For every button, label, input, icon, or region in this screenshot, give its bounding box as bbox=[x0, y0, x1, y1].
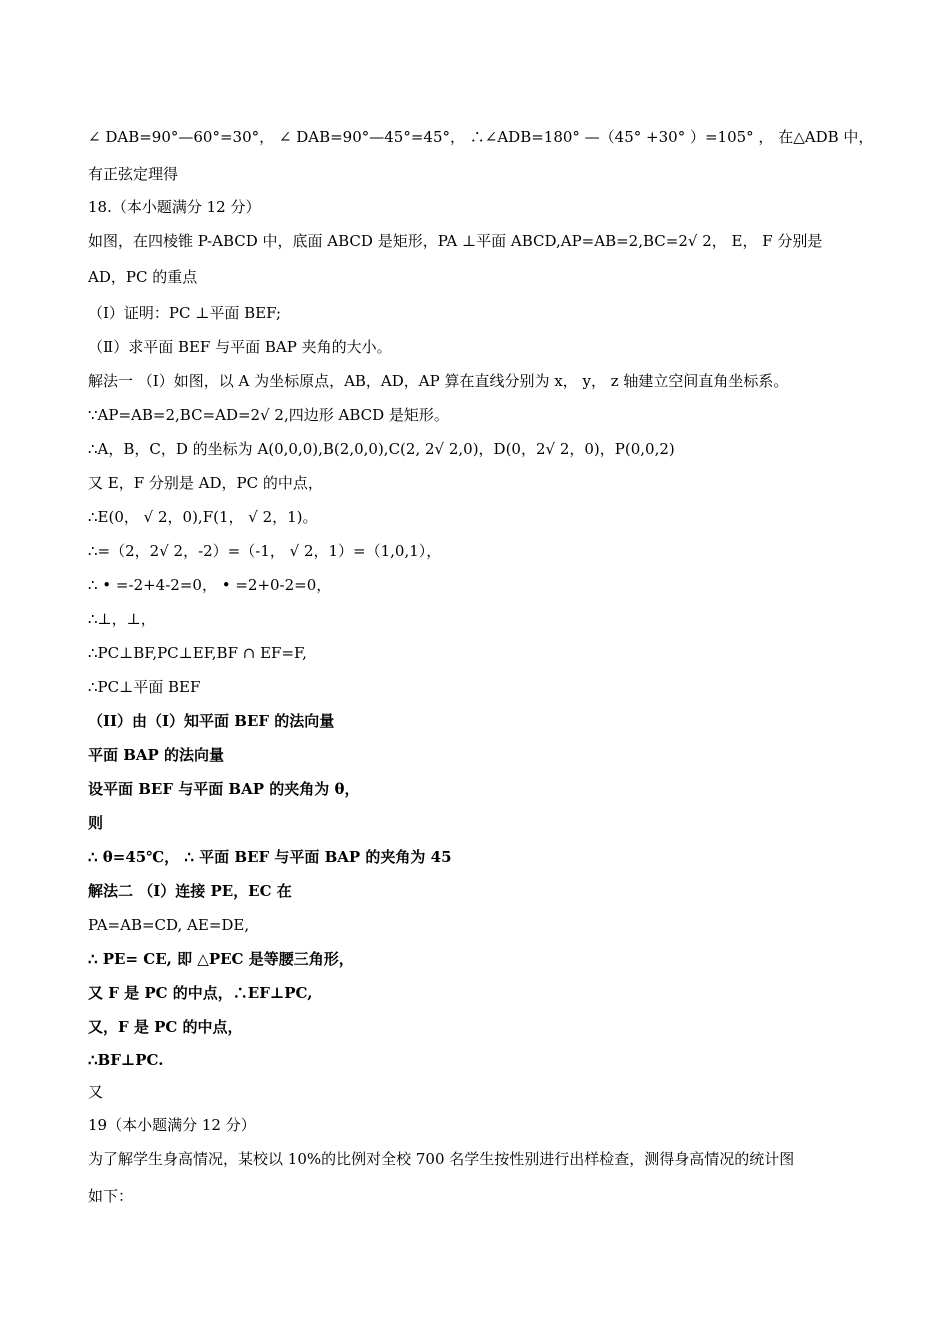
text-line: ∴E(0， √ 2，0),F(1， √ 2，1)。 bbox=[88, 508, 318, 526]
text-line: ∴ θ=45℃， ∴ 平面 BEF 与平面 BAP 的夹角为 45 bbox=[88, 848, 452, 866]
text-line: 又 F 是 PC 的中点，∴EF⊥PC, bbox=[88, 984, 313, 1002]
text-line: （Ⅰ）证明：PC ⊥平面 BEF; bbox=[88, 304, 282, 322]
text-line: ∴PC⊥BF,PC⊥EF,BF ∩ EF=F, bbox=[88, 644, 307, 662]
problem-18-heading: 18.（本小题满分 12 分） bbox=[88, 198, 261, 216]
text-line: ∴BF⊥PC. bbox=[88, 1051, 164, 1069]
text-line: ∴PC⊥平面 BEF bbox=[88, 678, 201, 696]
text-line: AD，PC 的重点 bbox=[88, 268, 198, 286]
text-line: 又，F 是 PC 的中点， bbox=[88, 1018, 243, 1036]
text-line: （Ⅱ）求平面 BEF 与平面 BAP 夹角的大小。 bbox=[88, 338, 392, 356]
text-line: 则 bbox=[88, 814, 104, 832]
text-line: 如下： bbox=[88, 1187, 134, 1205]
text-line: ∴A，B，C，D 的坐标为 A(0,0,0),B(2,0,0),C(2, 2√ 2,0)，D(0，2√ 2，0)，P(0,0,2) bbox=[88, 440, 675, 458]
text-line: ∴ PE= CE, 即 △PEC 是等腰三角形， bbox=[88, 950, 354, 968]
text-line: 设平面 BEF 与平面 BAP 的夹角为 θ， bbox=[88, 780, 360, 798]
text-line: ∴=（2，2√ 2，-2）=（-1， √ 2，1）=（1,0,1）， bbox=[88, 542, 442, 560]
text-line: ∴⊥，⊥， bbox=[88, 610, 156, 628]
text-line: 平面 BAP 的法向量 bbox=[88, 746, 225, 764]
text-line: ∠ DAB=90°—60°=30°， ∠ DAB=90°—45°=45°， ∴∠ADB=180° —（45° +30° ）=105° ， 在△ADB 中， bbox=[88, 128, 874, 146]
text-line: 又 bbox=[88, 1083, 104, 1101]
text-line: 又 E，F 分别是 AD，PC 的中点， bbox=[88, 474, 323, 492]
text-line: 解法二 （I）连接 PE，EC 在 bbox=[88, 882, 292, 900]
text-line: 解法一 （Ⅰ）如图，以 A 为坐标原点，AB，AD，AP 算在直线分别为 x， y， z 轴建立空间直角坐标系。 bbox=[88, 372, 789, 390]
text-line: 有正弦定理得 bbox=[88, 165, 179, 183]
text-line: ∵AP=AB=2,BC=AD=2√ 2,四边形 ABCD 是矩形。 bbox=[88, 406, 449, 424]
text-line: ∴ • =-2+4-2=0， • =2+0-2=0， bbox=[88, 576, 332, 594]
text-line: 如图，在四棱锥 P-ABCD 中，底面 ABCD 是矩形，PA ⊥平面 ABCD,AP=AB=2,BC=2√ 2， E， F 分别是 bbox=[88, 232, 823, 250]
text-line: 为了解学生身高情况，某校以 10%的比例对全校 700 名学生按性别进行出样检查，测得身高情况的统计图 bbox=[88, 1150, 795, 1168]
text-line: PA=AB=CD, AE=DE, bbox=[88, 916, 250, 934]
problem-19-heading: 19（本小题满分 12 分） bbox=[88, 1116, 256, 1134]
text-line: （II）由（I）知平面 BEF 的法向量 bbox=[88, 712, 335, 730]
